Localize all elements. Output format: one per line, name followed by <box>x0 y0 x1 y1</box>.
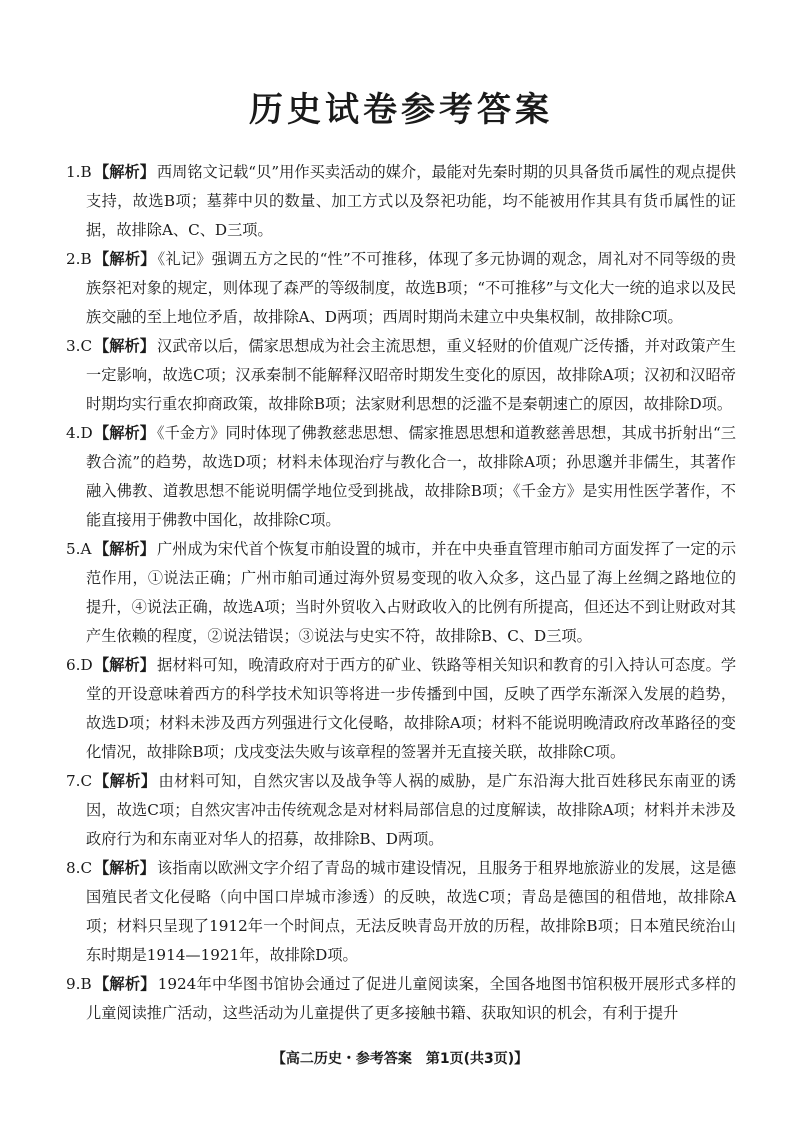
item-number: 9. <box>66 975 81 993</box>
answer-list <box>66 158 736 1028</box>
analysis-label: 【解析】 <box>94 656 155 674</box>
item-number: 8. <box>66 859 81 877</box>
item-answer: D <box>80 424 93 442</box>
analysis-text: 西周铭文记载“贝”用作买卖活动的媒介，最能对先秦时期的贝具备货币属性的观点提供支持，故选B项；墓葬中贝的数量、加工方式以及祭祀功能，均不能被用作其具有货币属性的证据，故排除A、C、D三项。 <box>86 163 736 239</box>
item-answer: C <box>80 859 93 877</box>
answer-item-8 <box>66 854 736 970</box>
item-answer: B <box>80 250 92 268</box>
item-answer: C <box>80 337 93 355</box>
analysis-text: 据材料可知，晚清政府对于西方的矿业、铁路等相关知识和教育的引入持认可态度。学堂的开设意味着西方的科学技术知识等将进一步传播到中国，反映了西学东渐深入发展的趋势，故选D项；材料未涉及西方列强进行文化侵略，故排除A项；材料不能说明晚清政府改革路径的变化情况，故排除B项；戊戌变法失败与该章程的签署并无直接关联，故排除C项。 <box>86 656 737 761</box>
item-number: 5. <box>66 540 81 558</box>
analysis-label: 【解析】 <box>94 250 156 268</box>
answer-item-5 <box>66 535 736 651</box>
item-number: 7. <box>66 772 81 790</box>
item-answer: C <box>80 772 93 790</box>
answer-item-7 <box>66 767 736 854</box>
analysis-text: 《礼记》强调五方之民的“性”不可推移，体现了多元协调的观念，周礼对不同等级的贵族祭祀对象的规定，则体现了森严的等级制度，故选B项；“不可推移”与文化大一统的追求以及民族交融的至上地位矛盾，故排除A、D两项；西周时期尚未建立中央集权制，故排除C项。 <box>86 250 737 326</box>
answer-item-2 <box>66 245 736 332</box>
answer-item-4 <box>66 419 736 535</box>
analysis-label: 【解析】 <box>94 975 156 993</box>
item-answer: A <box>80 540 92 558</box>
analysis-label: 【解析】 <box>94 337 155 355</box>
answer-item-6 <box>66 651 736 767</box>
item-number: 4. <box>66 424 81 442</box>
page-title: 历史试卷参考答案 <box>249 90 553 130</box>
item-answer: B <box>80 163 92 181</box>
analysis-label: 【解析】 <box>94 163 155 181</box>
analysis-label: 【解析】 <box>94 540 155 558</box>
item-number: 2. <box>66 250 81 268</box>
item-number: 6. <box>66 656 81 674</box>
analysis-label: 【解析】 <box>94 772 157 790</box>
answer-item-9 <box>66 970 736 1028</box>
item-answer: D <box>80 656 93 674</box>
analysis-text: 由材料可知，自然灾害以及战争等人祸的威胁，是广东沿海大批百姓移民东南亚的诱因，故选C项；自然灾害冲击传统观念是对材料局部信息的过度解读，故排除A项；材料并未涉及政府行为和东南亚对华人的招募，故排除B、D两项。 <box>86 772 737 848</box>
page-footer: 【高二历史・参考答案 第1页(共3页)】 <box>271 1051 529 1067</box>
answer-item-3 <box>66 332 736 419</box>
analysis-text: 《千金方》同时体现了佛教慈悲思想、儒家推恩思想和道教慈善思想，其成书折射出“三教合流”的趋势，故选D项；材料未体现治疗与教化合一，故排除A项；孙思邈并非儒生，其著作融入佛教、道教思想不能说明儒学地位受到挑战，故排除B项；《千金方》是实用性医学著作，不能直接用于佛教中国化，故排除C项。 <box>86 424 736 529</box>
analysis-text: 广州成为宋代首个恢复市舶设置的城市，并在中央垂直管理市舶司方面发挥了一定的示范作用，①说法正确；广州市舶司通过海外贸易变现的收入众多，这凸显了海上丝绸之路地位的提升，④说法正确，故选A项；当时外贸收入占财政收入的比例有所提高，但还达不到让财政对其产生依赖的程度，②说法错误；③说法与史实不符，故排除B、C、D三项。 <box>86 540 737 645</box>
analysis-text: 汉武帝以后，儒家思想成为社会主流思想，重义轻财的价值观广泛传播，并对政策产生一定影响，故选C项；汉承秦制不能解释汉昭帝时期发生变化的原因，故排除A项；汉初和汉昭帝时期均实行重农抑商政策，故排除B项；法家财利思想的泛滥不是秦朝速亡的原因，故排除D项。 <box>86 337 737 413</box>
analysis-label: 【解析】 <box>94 859 155 877</box>
item-answer: B <box>80 975 92 993</box>
item-number: 1. <box>66 163 81 181</box>
analysis-text: 该指南以欧洲文字介绍了青岛的城市建设情况，且服务于租界地旅游业的发展，这是德国殖民者文化侵略（向中国口岸城市渗透）的反映，故选C项；青岛是德国的租借地，故排除A项；材料只呈现了1912年一个时间点，无法反映青岛开放的历程，故排除B项；日本殖民统治山东时期是1914—1921年，故排除D项。 <box>86 859 737 964</box>
analysis-text: 1924年中华图书馆协会通过了促进儿童阅读案，全国各地图书馆积极开展形式多样的儿童阅读推广活动，这些活动为儿童提供了更多接触书籍、获取知识的机会，有利于提升 <box>86 975 737 1022</box>
analysis-label: 【解析】 <box>94 424 155 442</box>
answer-item-1 <box>66 158 736 245</box>
item-number: 3. <box>66 337 81 355</box>
